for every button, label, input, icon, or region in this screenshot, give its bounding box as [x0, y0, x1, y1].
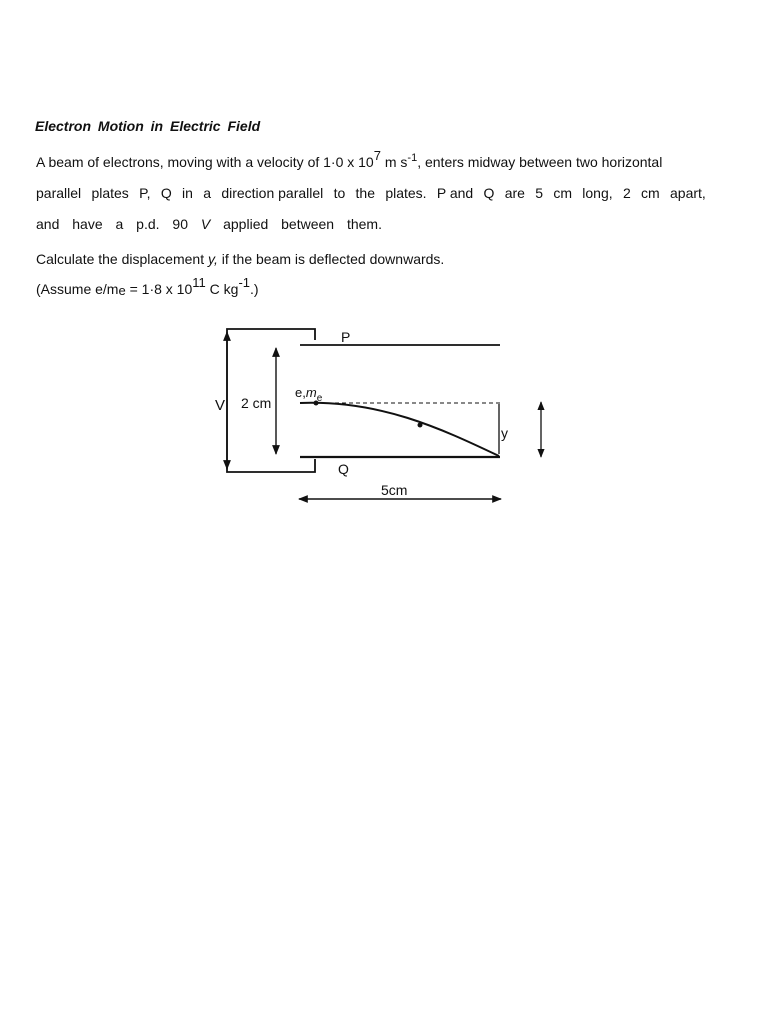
line-3-tail: applied between them. — [210, 216, 382, 232]
assume-tail: .) — [250, 281, 259, 297]
label-e: e, — [295, 385, 306, 400]
label-m-sub: e — [316, 393, 323, 404]
label-p: P — [341, 329, 351, 345]
velocity-exponent: 7 — [373, 148, 381, 163]
word: apart, — [670, 185, 706, 201]
ratio-value: = 1·8 x 10 — [125, 281, 193, 297]
displacement-symbol: y, — [208, 251, 218, 267]
word: the — [355, 185, 376, 201]
electron-path — [300, 403, 499, 456]
voltage-symbol: V — [200, 216, 211, 232]
word: Q — [160, 185, 172, 201]
electron-dot — [418, 423, 423, 428]
question-text: Calculate the displacement — [36, 251, 208, 267]
label-gap: 2 cm — [241, 395, 272, 411]
word: a — [203, 185, 212, 201]
assume-text: (Assume e/m — [36, 281, 119, 297]
word: parallel — [36, 185, 82, 201]
problem-line-5 — [36, 275, 259, 298]
velocity-unit-exponent: -1 — [407, 152, 418, 164]
label-v: V — [215, 397, 226, 414]
label-particle — [295, 385, 323, 404]
word: 5 — [535, 185, 544, 201]
word: plates. — [385, 185, 427, 201]
word: are — [504, 185, 525, 201]
word: 2 — [622, 185, 631, 201]
label-m: m — [305, 385, 317, 400]
word: long, — [582, 185, 613, 201]
velocity-unit: m s — [380, 154, 408, 170]
word: cm — [553, 185, 572, 201]
line-1-tail: , enters midway between two horizontal — [417, 154, 663, 170]
mass-subscript: e — [118, 283, 126, 298]
ratio-unit-exponent: -1 — [238, 275, 250, 290]
velocity-text: A beam of electrons, moving with a velocity of 1·0 x 10 — [36, 154, 374, 170]
problem-line-4 — [36, 251, 444, 267]
ratio-exponent: 11 — [192, 275, 206, 290]
deflection-diagram — [210, 318, 555, 518]
page-title: Electron Motion in Electric Field — [35, 118, 261, 134]
problem-line-2 — [36, 185, 706, 201]
label-q: Q — [338, 461, 349, 477]
problem-line-3 — [36, 216, 382, 232]
ratio-unit: C kg — [205, 281, 239, 297]
word: direction parallel — [221, 185, 324, 201]
word: Q — [483, 185, 495, 201]
word: P, — [139, 185, 151, 201]
word: cm — [641, 185, 660, 201]
question-tail: if the beam is deflected downwards. — [217, 251, 445, 267]
problem-line-1 — [36, 148, 663, 170]
label-length: 5cm — [381, 482, 408, 498]
word: P and — [436, 185, 474, 201]
pd-text: and have a p.d. 90 — [36, 216, 201, 232]
word: in — [182, 185, 193, 201]
word: plates — [91, 185, 129, 201]
word: to — [333, 185, 346, 201]
label-y: y — [501, 425, 508, 441]
